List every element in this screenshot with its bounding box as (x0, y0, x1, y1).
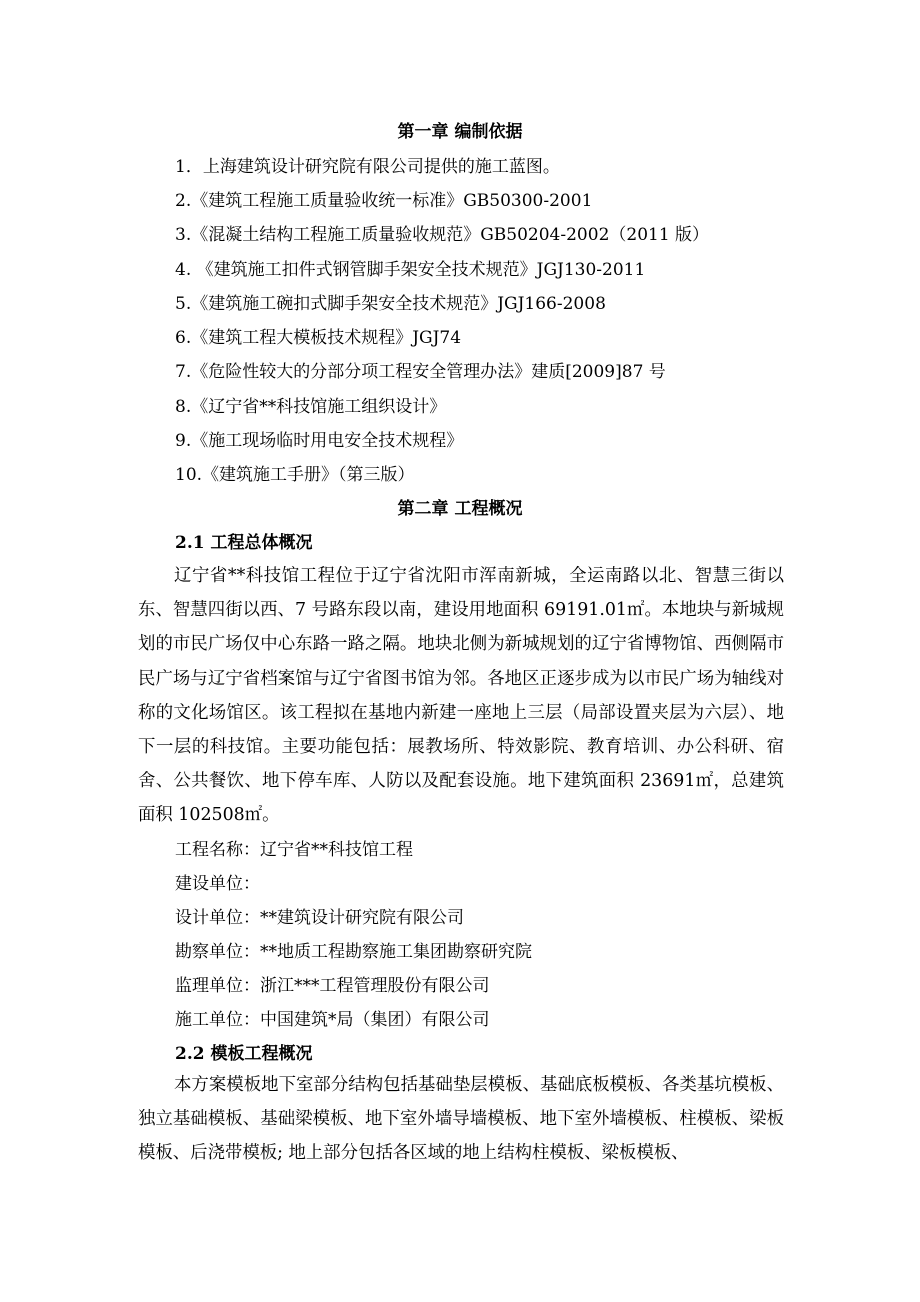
supervision-unit: 监理单位：浙江***工程管理股份有限公司 (175, 976, 490, 996)
project-name: 工程名称：辽宁省**科技馆工程 (175, 840, 413, 860)
reference-item-4: 4. 《建筑施工扣件式钢管脚手架安全技术规范》JGJ130-2011 (175, 260, 646, 280)
reference-item-3: 3.《混凝土结构工程施工质量验收规范》GB50204-2002（2011 版） (175, 225, 710, 245)
reference-item-9: 9.《施工现场临时用电安全技术规程》 (175, 431, 464, 451)
reference-item-1: 1．上海建筑设计研究院有限公司提供的施工蓝图。 (175, 157, 560, 177)
section-2-1-title: 2.1 工程总体概况 (175, 533, 313, 553)
reference-item-5: 5.《建筑施工碗扣式脚手架安全技术规范》JGJ166-2008 (175, 294, 606, 314)
owner-unit: 建设单位： (175, 874, 260, 894)
section-2-2-title: 2.2 模板工程概况 (175, 1044, 313, 1064)
chapter-2-title: 第二章 工程概况 (397, 499, 523, 519)
reference-item-8: 8.《辽宁省**科技馆施工组织设计》 (175, 397, 447, 417)
reference-item-2: 2.《建筑工程施工质量验收统一标准》GB50300-2001 (175, 191, 593, 211)
reference-item-7: 7.《危险性较大的分部分项工程安全管理办法》建质[2009]87 号 (175, 362, 666, 382)
section-2-2-paragraph: 本方案模板地下室部分结构包括基础垫层模板、基础底板模板、各类基坑模板、独立基础模板、基础梁模板、地下室外墙导墙模板、地下室外墙模板、柱模板、梁板模板、后浇带模板; 地上部分包括各区域的地上结构柱模板、梁板模板、 (138, 1075, 784, 1164)
design-unit: 设计单位：**建筑设计研究院有限公司 (175, 908, 464, 928)
construction-unit: 施工单位：中国建筑*局（集团）有限公司 (175, 1010, 490, 1030)
reference-item-6: 6.《建筑工程大模板技术规程》JGJ74 (175, 328, 462, 348)
reference-item-10: 10.《建筑施工手册》（第三版） (175, 465, 415, 485)
section-2-1-paragraph: 辽宁省**科技馆工程位于辽宁省沈阳市浑南新城，全运南路以北、智慧三街以东、智慧四街以西、7 号路东段以南，建设用地面积 69191.01㎡。本地块与新城规划的市民广场仅中心东路一路之隔。地块北侧为新城规划的辽宁省博物馆、西侧隔市民广场与辽宁省档案馆与辽宁省图书馆为邻。各地区正逐步成为以市民广场为轴线对称的文化场馆区。该工程拟在基地内新建一座地上三层（局部设置夹层为六层）、地下一层的科技馆。主要功能包括：展教场所、特效影院、教育培训、办公科研、宿舍、公共餐饮、地下停车库、人防以及配套设施。地下建筑面积 23691㎡，总建筑面积 102508㎡。 (138, 566, 784, 826)
survey-unit: 勘察单位：**地质工程勘察施工集团勘察研究院 (175, 942, 532, 962)
chapter-1-title: 第一章 编制依据 (397, 122, 523, 142)
